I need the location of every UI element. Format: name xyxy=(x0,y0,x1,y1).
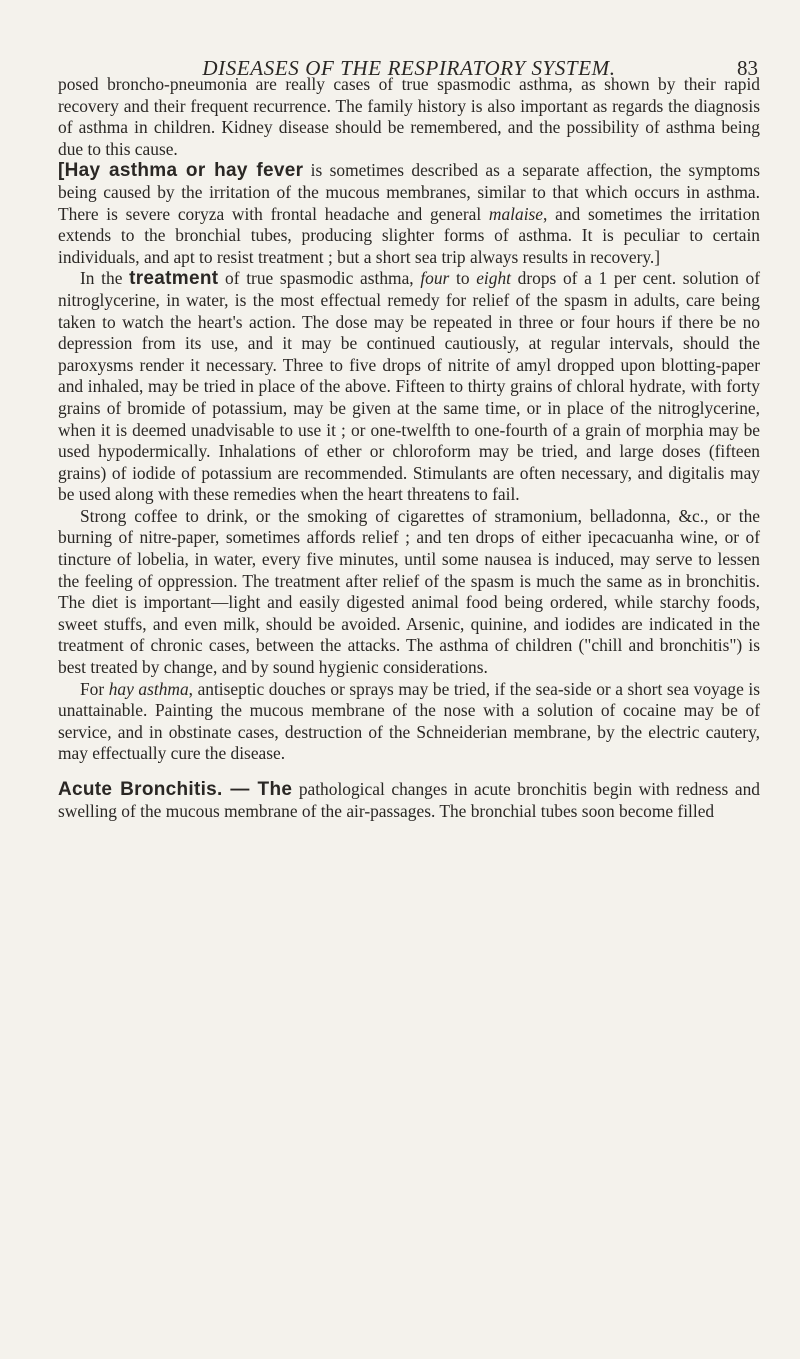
eight-italic: eight xyxy=(476,268,511,289)
paragraph-acute-bronchitis xyxy=(58,779,760,822)
hay-asthma-text-b: , and sometimes the irritation extends to the bronchial tubes, producing slighter forms of asthma. It is peculiar to certain individuals, and apt to resist treatment ; but a short sea trip always results in recovery.] xyxy=(58,203,760,267)
treatment-text-c: to xyxy=(449,268,477,289)
coffee-text: Strong coffee to drink, or the smoking of cigarettes of stramonium, belladonna, &c., or the burning of nitre-paper, sometimes affords relief ; and ten drops of either ipecacuanha wine, or of tincture of lobelia, in water, every five minutes, until some nausea is induced, may serve to lessen the feeling of oppression. The treatment after relief of the spasm is much the same as in bronchitis. The diet is important—light and easily digested animal food being ordered, while starchy foods, sweet stuffs, and even milk, should be avoided. Arsenic, quinine, and iodides are indicated in the treatment of chronic cases, between the attacks. The asthma of children ("chill and bronchitis") is best treated by change, and by sound hygienic considerations. xyxy=(58,505,760,678)
body-text xyxy=(58,74,760,822)
treatment-text-d: drops of a 1 per cent. solution of nitroglycerine, in water, is the most effectual remedy for relief of the spasm in adults, care being taken to watch the heart's action. The dose may be repeated in three or four hours if there be no depression from its use, and it may be continued cautiously, at regular intervals, should the paroxysms render it necessary. Three to five drops of nitrite of amyl dropped upon blotting-paper and inhaled, may be tried in place of the above. Fifteen to thirty grains of chloral hydrate, with forty grains of bromide of potassium, may be given at the same time, or in place of the nitroglycerine, when it is deemed unadvisable to use it ; or one-twelfth to one-fourth of a grain of morphia may be used hypodermically. Inhalations of ether or chloroform may be tried, and large doses (fifteen grains) of iodide of potassium are recommended. Stimulants are often necessary, and digitalis may be used along with these remedies when the heart threatens to fail. xyxy=(58,268,760,505)
paragraph-hay-asthma-treatment xyxy=(58,679,760,765)
hay-treatment-text-a: For xyxy=(80,678,109,699)
paragraph-hay-asthma xyxy=(58,160,760,268)
treatment-text-b: of true spasmodic asthma, xyxy=(218,268,421,289)
hay-asthma-text-a: is sometimes described as a separate affection, the symptoms being caused by the irritation of the mucous membranes, similar to that which occurs in asthma. There is severe coryza with frontal headache and general xyxy=(58,160,761,224)
paragraph-treatment xyxy=(58,268,760,506)
acute-bronchitis-text: pathological changes in acute bronchitis begin with redness and swelling of the mucous membrane of the air-passages. The bronchial tubes soon become filled xyxy=(58,779,760,821)
hay-treatment-text-b: , antiseptic douches or sprays may be tried, if the sea-side or a short sea voyage is unattainable. Painting the mucous membrane of the nose with a solution of cocaine may be of service, and in obstinate cases, destruction of the Schneiderian membrane, by the electric cautery, may effectually cure the disease. xyxy=(58,678,761,764)
acute-bronchitis-heading: Acute Bronchitis. — The xyxy=(58,779,293,800)
hay-asthma-italic: hay asthma xyxy=(108,678,189,699)
page-number: 83 xyxy=(737,56,758,80)
treatment-heading: treatment xyxy=(129,268,219,290)
paragraph-1 xyxy=(58,74,760,160)
treatment-text-a: In the xyxy=(80,268,130,289)
malaise-italic: malaise xyxy=(488,203,544,224)
paragraph-coffee xyxy=(58,506,760,679)
hay-asthma-heading: [Hay asthma or hay fever xyxy=(58,160,304,182)
running-header xyxy=(58,28,760,80)
four-italic: four xyxy=(420,268,450,289)
paragraph-1-text: posed broncho-pneumonia are really cases of true spasmodic asthma, as shown by their rapid recovery and their frequent recurrence. The family history is also important as regards the diagnosis of asthma in children. Kidney disease should be remembered, and the possibility of asthma being due to this cause. xyxy=(58,74,760,159)
running-title: DISEASES OF THE RESPIRATORY SYSTEM. xyxy=(202,56,616,80)
